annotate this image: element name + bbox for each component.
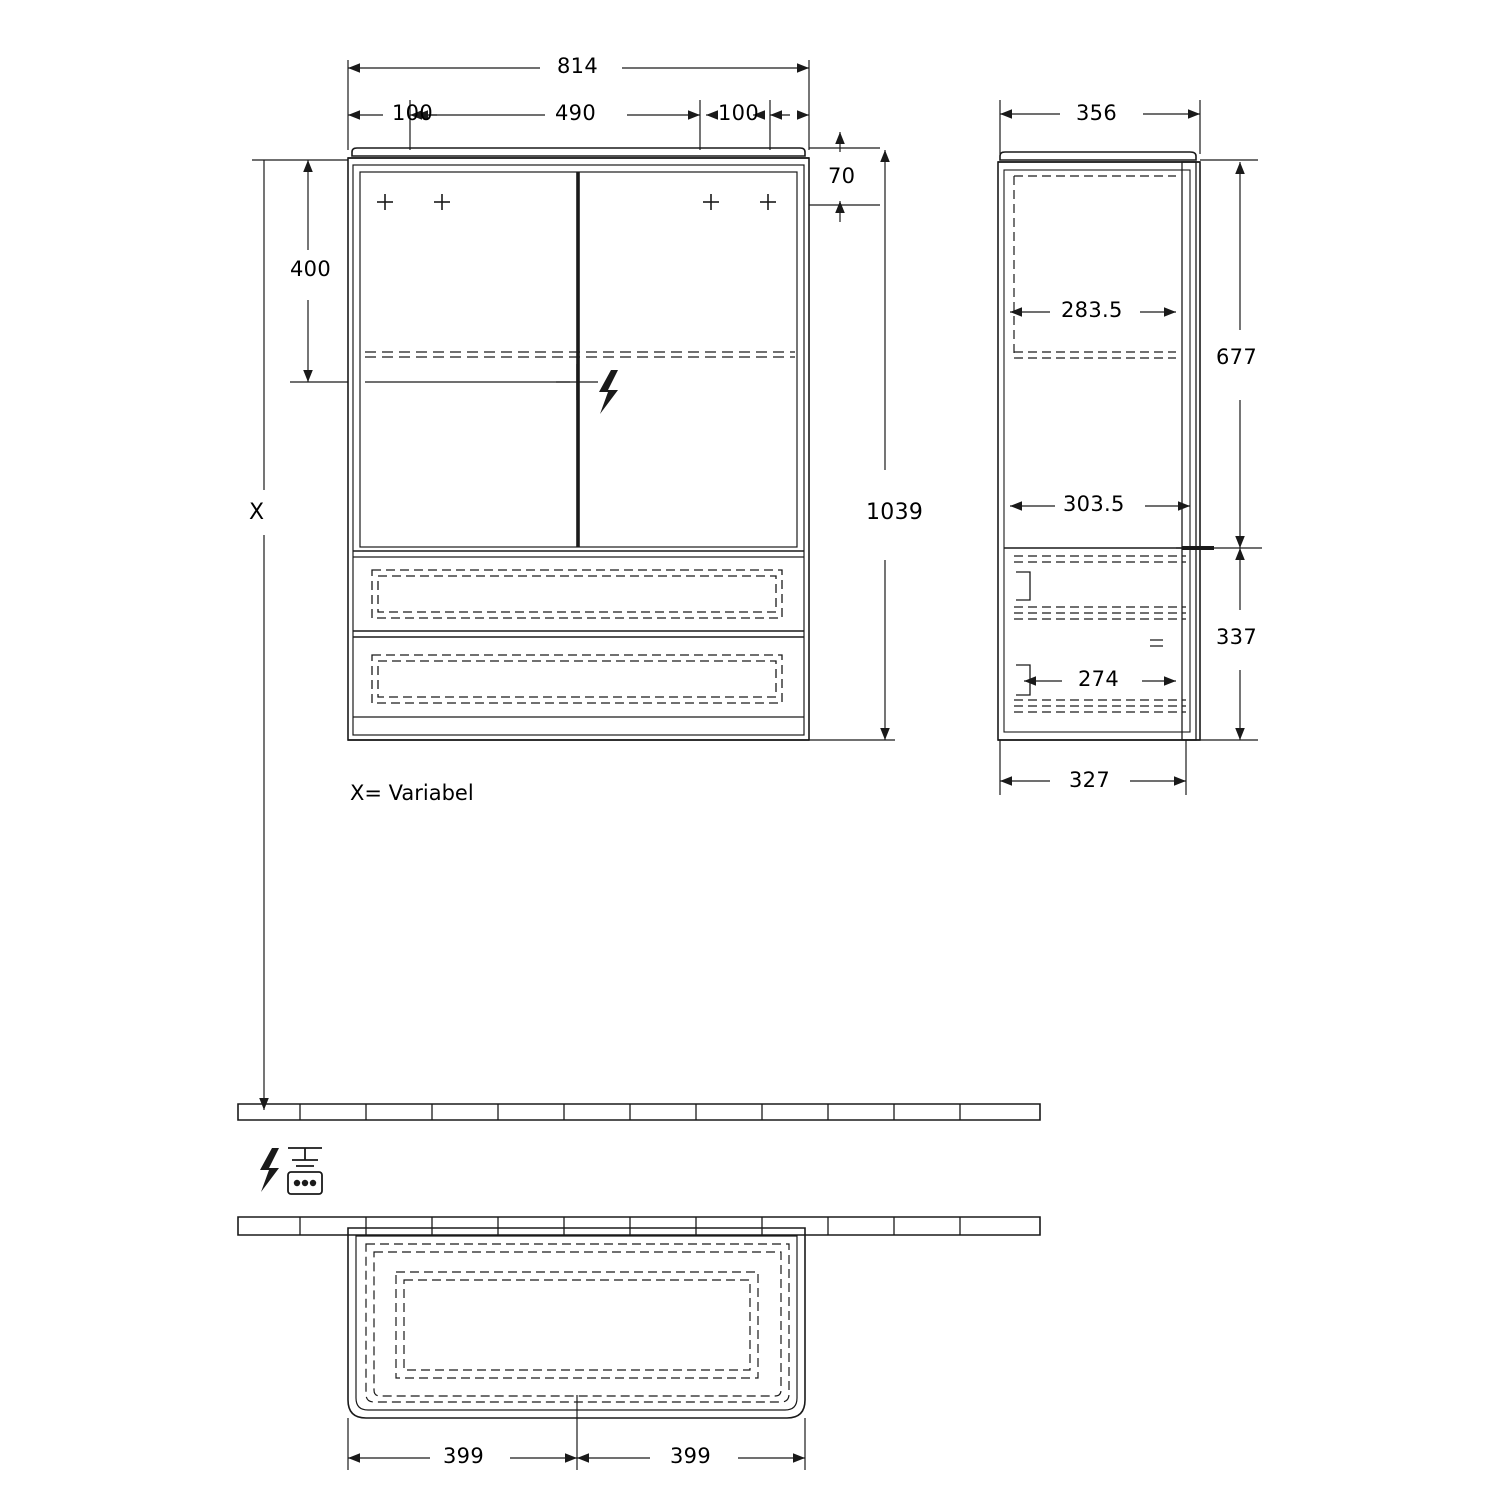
side-view-geometry (998, 152, 1262, 740)
dim-side-upper-inner-depth: 283.5 (1061, 298, 1123, 322)
dim-front-right-segment: 100 (718, 101, 759, 125)
variable-note: X= Variabel (350, 781, 474, 805)
front-view-geometry (348, 148, 809, 740)
dim-front-overall-width: 814 (557, 54, 598, 78)
dim-front-top-offset: 70 (828, 164, 856, 188)
dim-plan-left-half: 399 (443, 1444, 484, 1468)
dim-front-upper-height: 400 (290, 257, 331, 281)
electric-bolt-icon-front (599, 370, 618, 414)
plan-view-geometry (238, 1104, 1040, 1418)
side-dimension-lines (1000, 100, 1258, 795)
dim-front-left-segment: 100 (392, 101, 433, 125)
dim-front-overall-height: 1039 (866, 500, 924, 525)
dim-side-lower-height: 337 (1216, 625, 1257, 649)
dim-front-middle-segment: 490 (555, 101, 596, 125)
dim-side-base-depth: 327 (1069, 768, 1110, 792)
electric-symbols-group (260, 1148, 322, 1194)
dim-side-upper-height: 677 (1216, 345, 1257, 369)
dim-side-mid-inner-depth: 303.5 (1063, 492, 1125, 516)
dim-side-lower-inner-depth: 274 (1078, 667, 1119, 691)
dim-side-depth: 356 (1076, 101, 1117, 125)
dim-variable-marker: X (249, 500, 265, 525)
dim-plan-right-half: 399 (670, 1444, 711, 1468)
plan-dimension-lines (348, 1395, 805, 1470)
